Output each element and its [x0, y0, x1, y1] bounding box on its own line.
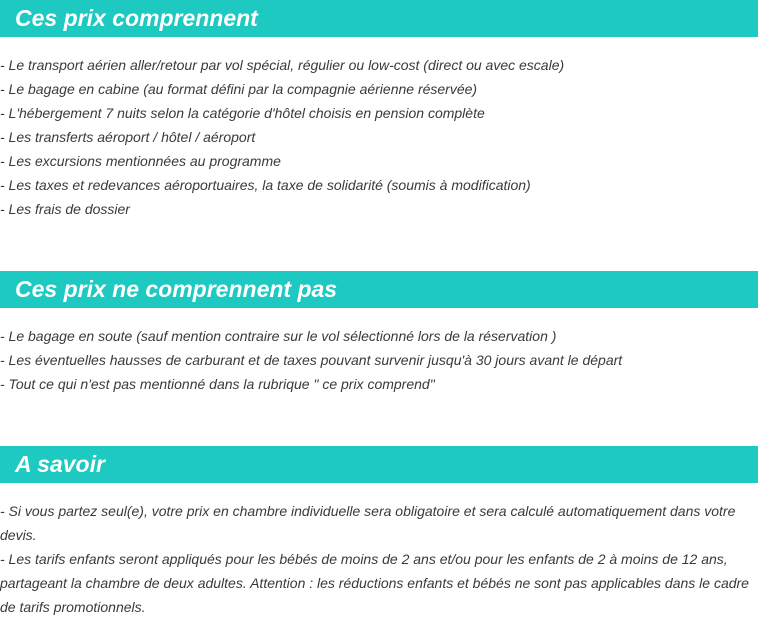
list-item: - Les frais de dossier — [0, 201, 130, 217]
list-item: - Le transport aérien aller/retour par vol spécial, régulier ou low-cost (direct ou avec escale) — [0, 57, 565, 73]
list-item: - Les excursions mentionnées au programme — [0, 153, 281, 169]
list-item: - L'hébergement 7 nuits selon la catégorie d'hôtel choisis en pension complète — [0, 105, 485, 121]
list-item: - Les transferts aéroport / hôtel / aéroport — [0, 129, 256, 145]
section-header-included: Ces prix comprennent — [0, 0, 758, 37]
not-included-list — [0, 324, 756, 396]
good-to-know-list — [0, 499, 756, 619]
included-list — [0, 53, 756, 221]
list-item: - Les éventuelles hausses de carburant et de taxes pouvant survenir jusqu'à 30 jours avant le départ — [0, 352, 623, 368]
list-item: - Tout ce qui n'est pas mentionné dans la rubrique " ce prix comprend" — [0, 376, 435, 392]
list-item: - Si vous partez seul(e), votre prix en chambre individuelle sera obligatoire et sera calculé automatiquement dans votre devis. — [0, 503, 736, 543]
list-item: - Le bagage en cabine (au format défini par la compagnie aérienne réservée) — [0, 81, 478, 97]
list-item: - Le bagage en soute (sauf mention contraire sur le vol sélectionné lors de la réservation ) — [0, 328, 557, 344]
section-header-good-to-know: A savoir — [0, 446, 758, 483]
list-item: - Les taxes et redevances aéroportuaires, la taxe de solidarité (soumis à modification) — [0, 177, 531, 193]
list-item: - Les tarifs enfants seront appliqués pour les bébés de moins de 2 ans et/ou pour les enfants de 2 à moins de 12 ans, partageant la chambre de deux adultes. Attention : les réductions enfants et bébés ne sont pas applicables dans le cadre de tarifs promotionnels. — [0, 551, 749, 615]
section-header-not-included: Ces prix ne comprennent pas — [0, 271, 758, 308]
